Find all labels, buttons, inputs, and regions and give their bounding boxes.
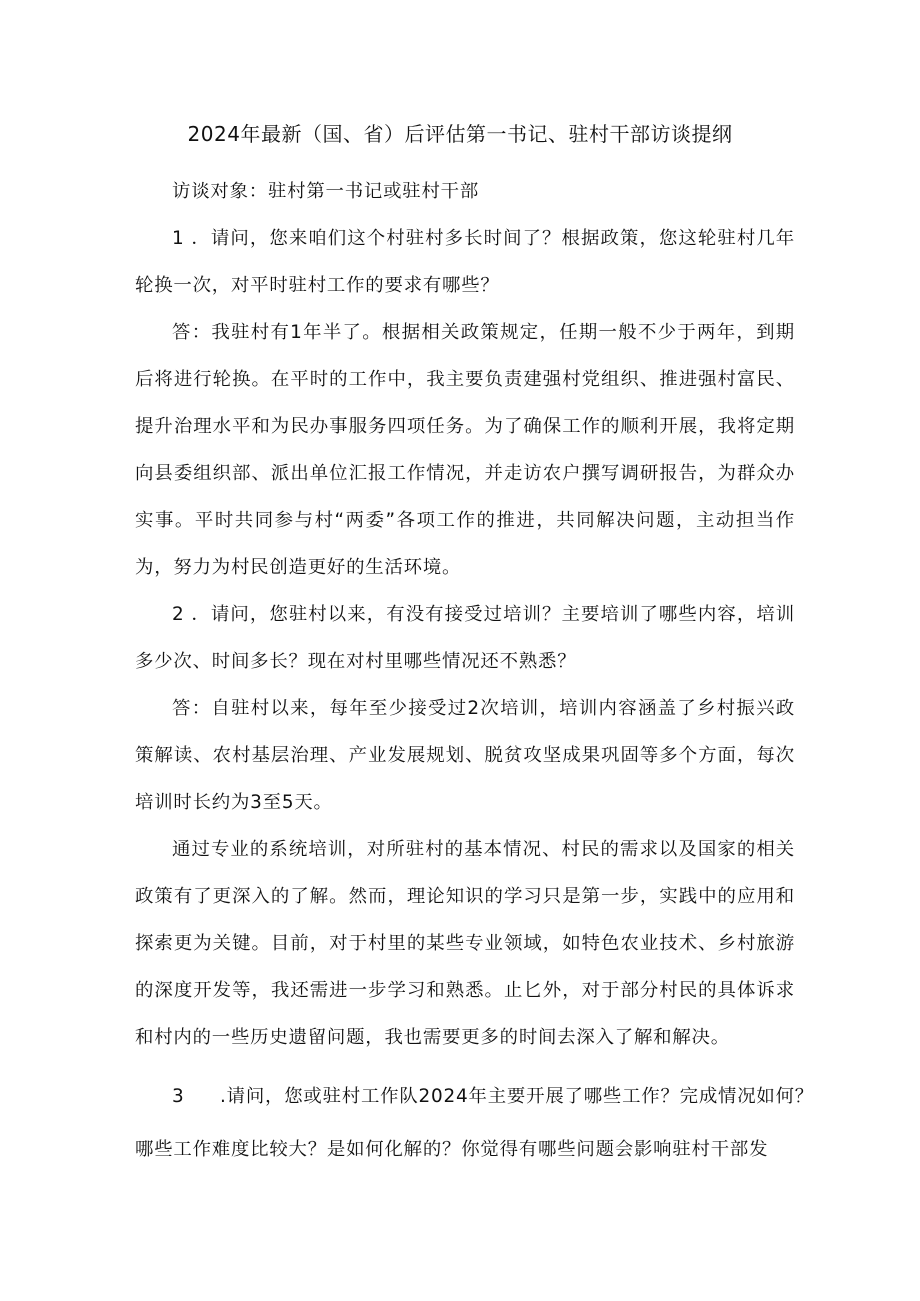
answer-2: 答：自驻村以来，每年至少接受过2次培训，培训内容涵盖了乡村振兴政策解读、农村基层治理、产业发展规划、脱贫攻坚成果巩固等多个方面，每次培训时长约为3至5天。 (135, 698, 795, 813)
interview-subject: 访谈对象：驻村第一书记或驻村干部 (172, 181, 480, 202)
question-2: 2 ．请问，您驻村以来，有没有接受过培训？主要培训了哪些内容，培训多少次、时间多长？现在对村里哪些情况还不熟悉？ (135, 604, 795, 672)
document-title: 2024年最新（国、省）后评估第一书记、驻村干部访谈提纲 (187, 122, 733, 146)
question-1: 1 ．请问，您来咱们这个村驻村多长时间了？根据政策，您这轮驻村几年轮换一次，对平时驻村工作的要求有哪些？ (135, 228, 795, 296)
question-3-line-2: 哪些工作难度比较大？是如何化解的？你觉得有哪些问题会影响驻村干部发 (135, 1139, 769, 1160)
question-3-number: 3 (172, 1086, 185, 1107)
answer-1: 答：我驻村有1年半了。根据相关政策规定，任期一般不少于两年，到期后将进行轮换。在平时的工作中，我主要负责建强村党组织、推进强村富民、提升治理水平和为民办事服务四项任务。为了确保工作的顺利开展，我将定期向县委组织部、派出单位汇报工作情况，并走访农户撰写调研报告，为群众办实事。平时共同参与村“两委”各项工作的推进，共同解决问题，主动担当作为，努力为村民创造更好的生活环境。 (135, 322, 795, 578)
question-3-line-1: .请问，您或驻村工作队2024年主要开展了哪些工作？完成情况如何？ (220, 1086, 814, 1107)
answer-2-continued: 通过专业的系统培训，对所驻村的基本情况、村民的需求以及国家的相关政策有了更深入的了解。然而，理论知识的学习只是第一步，实践中的应用和探索更为关键。目前，对于村里的某些专业领域，如特色农业技术、乡村旅游的深度开发等，我还需进一步学习和熟悉。止匕外，对于部分村民的具体诉求和村内的一些历史遗留问题，我也需要更多的时间去深入了解和解决。 (135, 839, 795, 1048)
